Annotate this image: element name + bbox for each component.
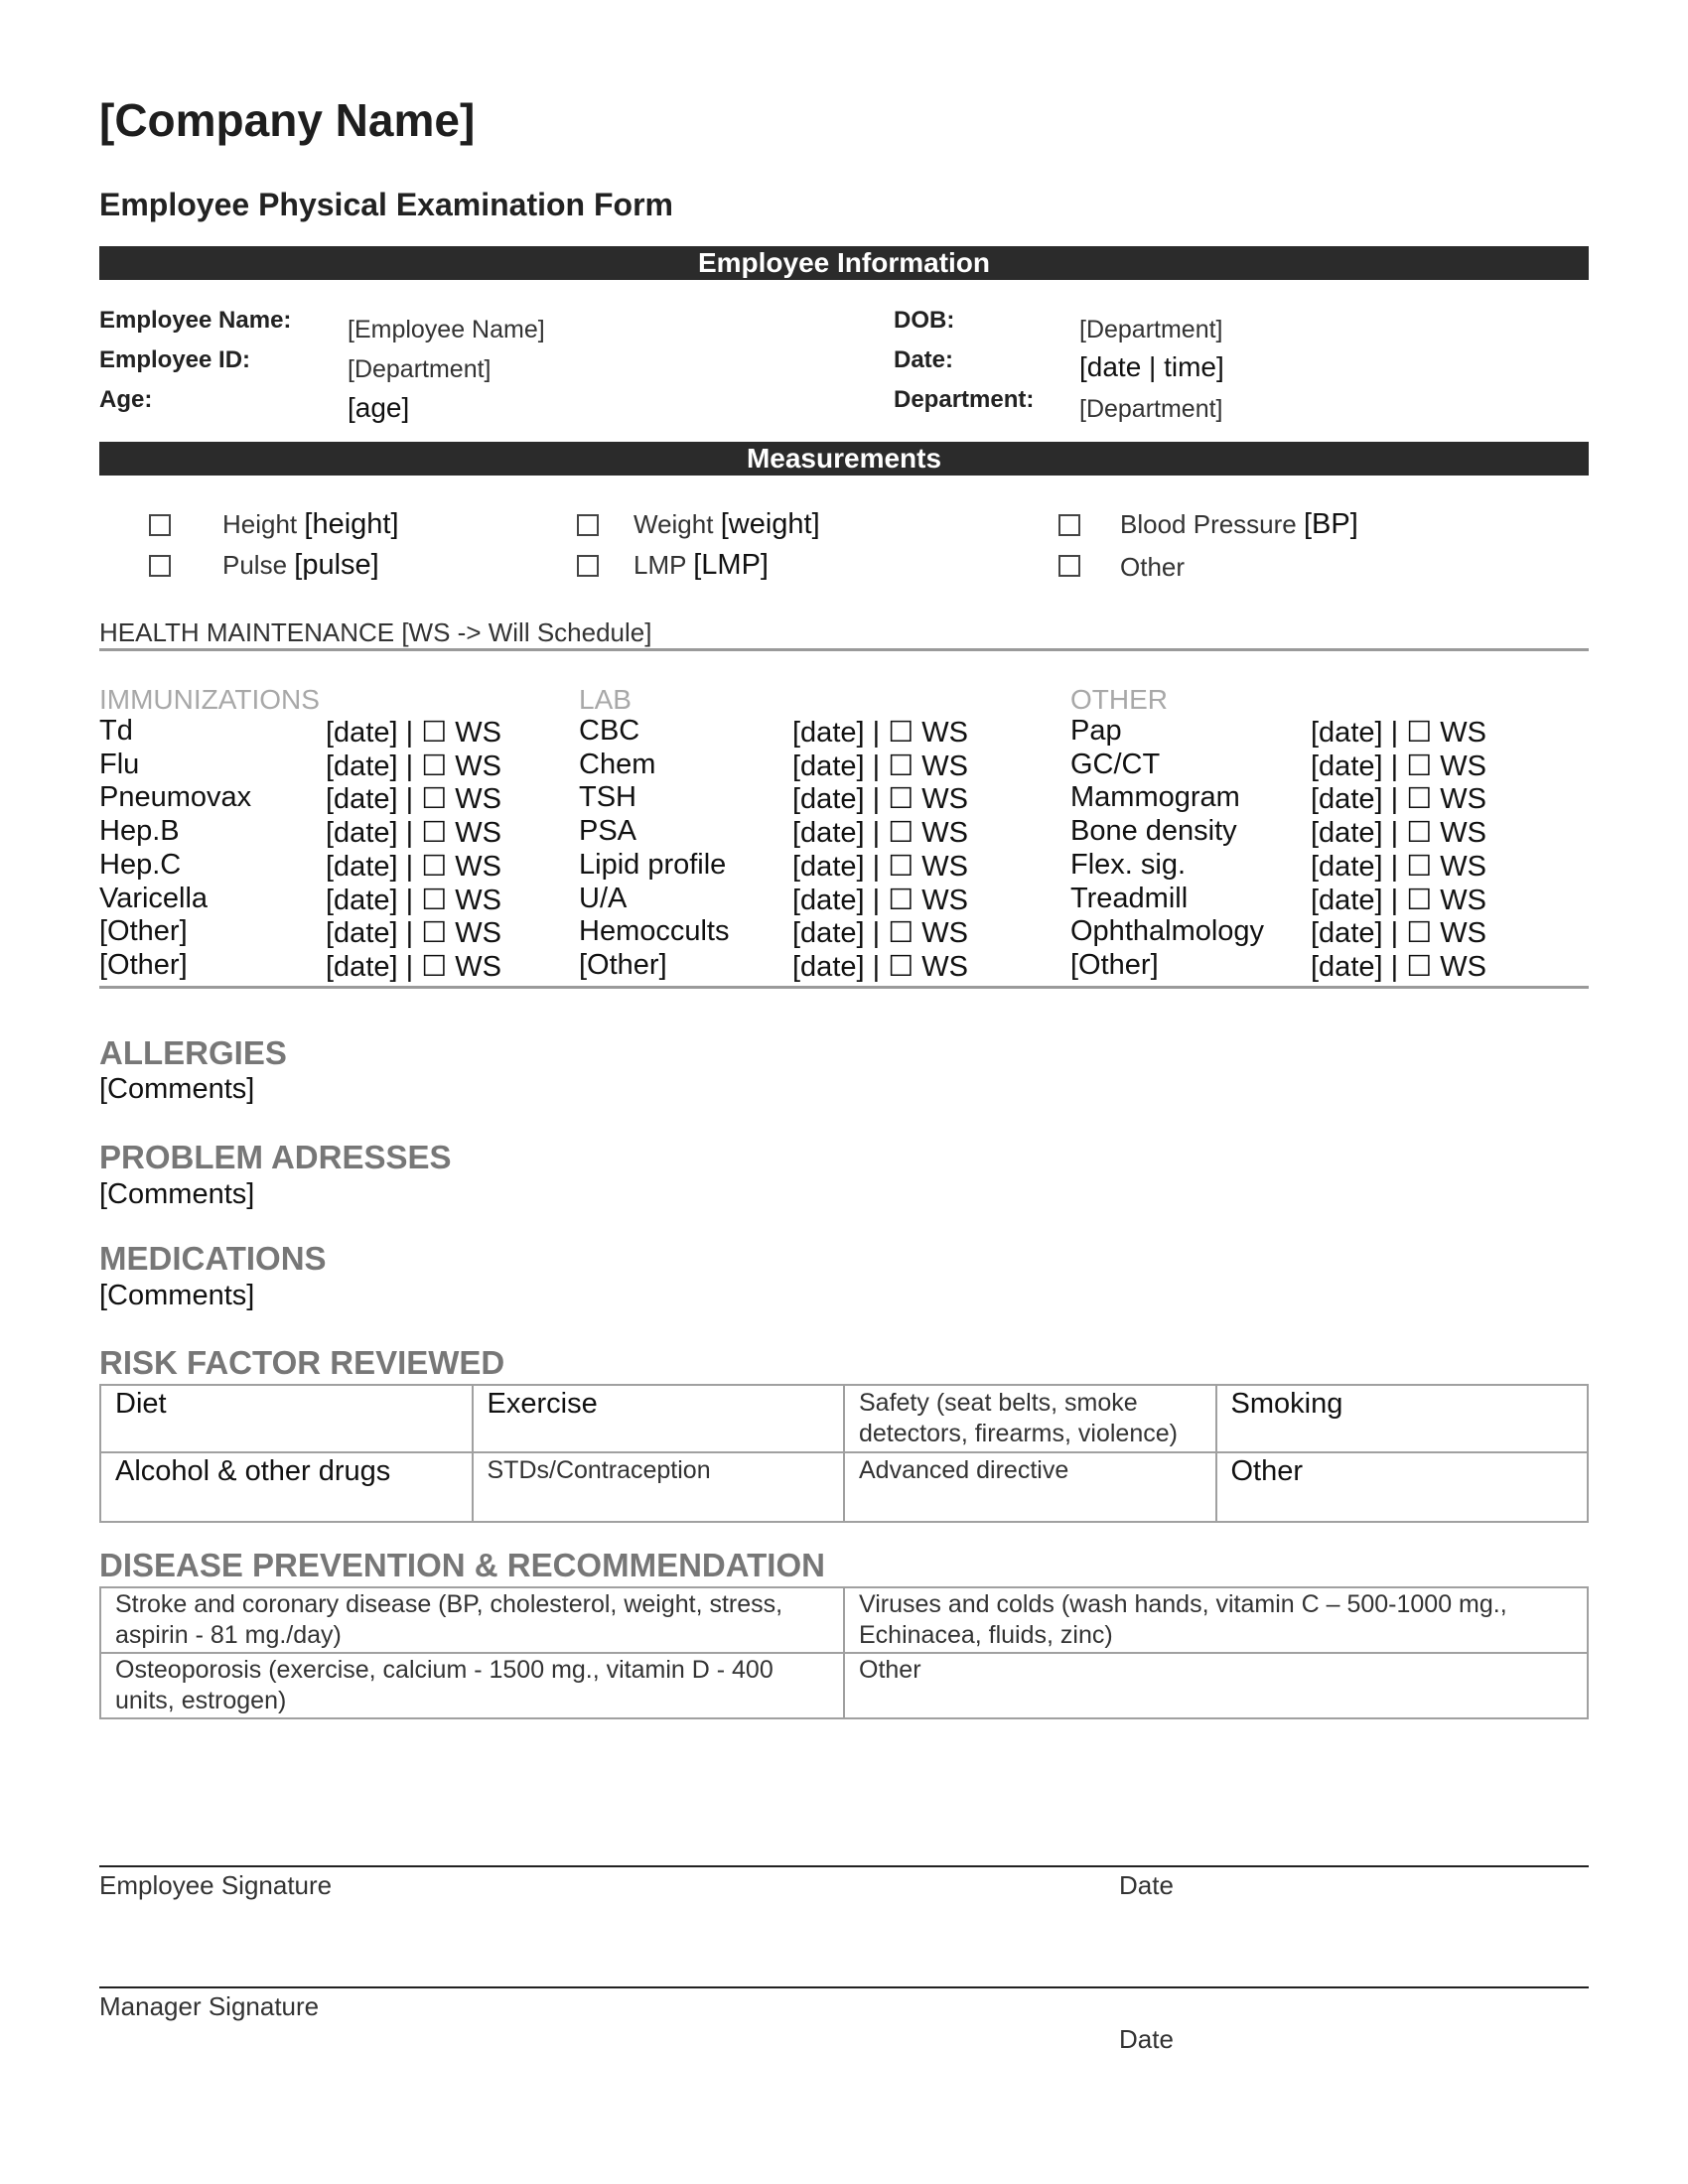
lmp-value[interactable]: [LMP]	[693, 549, 769, 581]
health-item-date-ws[interactable]: [date] | ☐ WS	[326, 850, 501, 883]
divider	[99, 648, 1589, 651]
other-measurement-field	[1120, 552, 1185, 583]
blood-pressure-checkbox[interactable]	[1058, 514, 1080, 536]
health-item-name: Ophthalmology	[1070, 915, 1265, 948]
health-item-name: CBC	[579, 715, 640, 747]
disease-prevention-table	[99, 1586, 1589, 1719]
health-item-name: Mammogram	[1070, 781, 1240, 814]
health-item-name: Hep.B	[99, 815, 180, 848]
lmp-checkbox[interactable]	[577, 555, 599, 577]
table-row	[100, 1452, 1588, 1522]
risk-factor-heading: RISK FACTOR REVIEWED	[99, 1344, 505, 1381]
risk-alcohol-cell[interactable]: Alcohol & other drugs	[100, 1452, 473, 1522]
table-row	[100, 1385, 1588, 1452]
pulse-label: Pulse	[222, 550, 288, 580]
pulse-value[interactable]: [pulse]	[294, 549, 379, 581]
health-item-name: [Other]	[99, 915, 188, 948]
health-item-name: U/A	[579, 882, 628, 914]
health-item-name: [Other]	[1070, 948, 1159, 981]
health-item-date-ws[interactable]: [date] | ☐ WS	[792, 884, 968, 916]
allergies-comments[interactable]: [Comments]	[99, 1073, 255, 1105]
employee-name-value[interactable]: [Employee Name]	[348, 316, 545, 343]
risk-smoking-cell[interactable]: Smoking	[1216, 1385, 1589, 1452]
viruses-recommendation-cell[interactable]: Viruses and colds (wash hands, vitamin C – 500-1000 mg., Echinacea, fluids, zinc)	[844, 1587, 1588, 1653]
department-value[interactable]: [Department]	[1079, 395, 1223, 423]
employee-signature-line[interactable]	[99, 1865, 1589, 1867]
blood-pressure-field	[1120, 508, 1358, 541]
health-item-date-ws[interactable]: [date] | ☐ WS	[792, 917, 968, 950]
health-item-date-ws[interactable]: [date] | ☐ WS	[326, 950, 501, 983]
disease-prevention-heading: DISEASE PREVENTION & RECOMMENDATION	[99, 1547, 825, 1583]
health-item-name: [Other]	[99, 948, 188, 981]
lmp-field	[633, 549, 769, 582]
employee-name-label: Employee Name:	[99, 307, 292, 334]
health-item-name: Treadmill	[1070, 882, 1189, 914]
risk-exercise-cell[interactable]: Exercise	[473, 1385, 845, 1452]
health-item-date-ws[interactable]: [date] | ☐ WS	[792, 950, 968, 983]
health-item-date-ws[interactable]: [date] | ☐ WS	[1311, 750, 1486, 782]
health-item-name: Td	[99, 715, 133, 747]
other-column-heading: OTHER	[1070, 684, 1168, 715]
height-value[interactable]: [height]	[304, 508, 399, 540]
health-item-date-ws[interactable]: [date] | ☐ WS	[1311, 917, 1486, 950]
weight-value[interactable]: [weight]	[720, 508, 820, 540]
table-row	[100, 1587, 1588, 1653]
health-item-date-ws[interactable]: [date] | ☐ WS	[792, 850, 968, 883]
health-item-date-ws[interactable]: [date] | ☐ WS	[326, 917, 501, 950]
manager-signature-line[interactable]	[99, 1986, 1589, 1988]
height-field	[222, 508, 399, 541]
risk-diet-cell[interactable]: Diet	[100, 1385, 473, 1452]
health-item-name: Chem	[579, 748, 656, 780]
blood-pressure-label: Blood Pressure	[1120, 509, 1297, 539]
employee-info-bar: Employee Information	[99, 246, 1589, 280]
health-item-name: Hemoccults	[579, 915, 730, 948]
health-item-name: Hep.C	[99, 848, 182, 881]
allergies-heading: ALLERGIES	[99, 1034, 287, 1071]
medications-comments[interactable]: [Comments]	[99, 1280, 255, 1311]
lab-column-heading: LAB	[579, 684, 632, 715]
risk-directive-cell[interactable]: Advanced directive	[844, 1452, 1216, 1522]
manager-signature-label: Manager Signature	[99, 1991, 320, 2021]
employee-date-label: Date	[1119, 1870, 1174, 1900]
weight-checkbox[interactable]	[577, 514, 599, 536]
health-item-date-ws[interactable]: [date] | ☐ WS	[792, 817, 968, 850]
dob-label: DOB:	[894, 307, 955, 334]
stroke-recommendation-cell[interactable]: Stroke and coronary disease (BP, cholesterol, weight, stress, aspirin - 81 mg./day)	[100, 1587, 844, 1653]
table-row	[100, 1653, 1588, 1718]
health-item-name: Bone density	[1070, 815, 1237, 848]
risk-other-cell[interactable]: Other	[1216, 1452, 1589, 1522]
risk-factor-table	[99, 1384, 1589, 1523]
weight-field	[633, 508, 820, 541]
measurements-bar: Measurements	[99, 442, 1589, 476]
pulse-checkbox[interactable]	[149, 555, 171, 577]
department-label: Department:	[894, 386, 1035, 413]
manager-date-label: Date	[1119, 2024, 1174, 2054]
age-value[interactable]: [age]	[348, 392, 410, 423]
problems-comments[interactable]: [Comments]	[99, 1178, 255, 1210]
date-label: Date:	[894, 346, 954, 373]
employee-id-value[interactable]: [Department]	[348, 355, 492, 383]
date-value[interactable]: [date | time]	[1079, 351, 1224, 382]
health-item-date-ws[interactable]: [date] | ☐ WS	[1311, 884, 1486, 916]
health-item-name: [Other]	[579, 948, 667, 981]
weight-label: Weight	[633, 509, 714, 539]
age-label: Age:	[99, 386, 153, 413]
health-item-name: Flex. sig.	[1070, 848, 1187, 881]
health-item-date-ws[interactable]: [date] | ☐ WS	[1311, 817, 1486, 850]
other-measurement-label: Other	[1120, 552, 1186, 582]
height-checkbox[interactable]	[149, 514, 171, 536]
lmp-label: LMP	[633, 550, 686, 580]
health-item-date-ws[interactable]: [date] | ☐ WS	[326, 750, 501, 782]
health-item-date-ws[interactable]: [date] | ☐ WS	[1311, 850, 1486, 883]
risk-stds-cell[interactable]: STDs/Contraception	[473, 1452, 845, 1522]
health-item-name: Pneumovax	[99, 781, 252, 814]
health-item-date-ws[interactable]: [date] | ☐ WS	[792, 717, 968, 749]
health-item-date-ws[interactable]: [date] | ☐ WS	[792, 783, 968, 816]
blood-pressure-value[interactable]: [BP]	[1304, 508, 1358, 540]
other-measurement-checkbox[interactable]	[1058, 555, 1080, 577]
health-item-name: Flu	[99, 748, 140, 780]
health-item-date-ws[interactable]: [date] | ☐ WS	[1311, 783, 1486, 816]
health-item-name: Varicella	[99, 882, 209, 914]
health-item-name: PSA	[579, 815, 637, 848]
other-recommendation-cell[interactable]: Other	[844, 1653, 1588, 1718]
health-item-date-ws[interactable]: [date] | ☐ WS	[1311, 950, 1486, 983]
immunizations-column-heading: IMMUNIZATIONS	[99, 684, 320, 715]
health-item-date-ws[interactable]: [date] | ☐ WS	[326, 783, 501, 816]
form-title: Employee Physical Examination Form	[99, 187, 673, 222]
health-item-date-ws[interactable]: [date] | ☐ WS	[326, 884, 501, 916]
medications-heading: MEDICATIONS	[99, 1240, 327, 1277]
health-item-date-ws[interactable]: [date] | ☐ WS	[326, 717, 501, 749]
health-item-name: GC/CT	[1070, 748, 1161, 780]
employee-id-label: Employee ID:	[99, 346, 251, 373]
problems-heading: PROBLEM ADRESSES	[99, 1139, 452, 1175]
company-name: [Company Name]	[99, 94, 476, 146]
health-item-name: TSH	[579, 781, 636, 814]
health-maintenance-title: HEALTH MAINTENANCE [WS -> Will Schedule]	[99, 617, 652, 647]
osteoporosis-recommendation-cell[interactable]: Osteoporosis (exercise, calcium - 1500 mg., vitamin D - 400 units, estrogen)	[100, 1653, 844, 1718]
employee-signature-label: Employee Signature	[99, 1870, 333, 1900]
dob-value[interactable]: [Department]	[1079, 316, 1223, 343]
health-item-date-ws[interactable]: [date] | ☐ WS	[792, 750, 968, 782]
health-item-date-ws[interactable]: [date] | ☐ WS	[1311, 717, 1486, 749]
pulse-field	[222, 549, 379, 582]
height-label: Height	[222, 509, 298, 539]
health-item-name: Lipid profile	[579, 848, 727, 881]
divider	[99, 986, 1589, 989]
health-item-date-ws[interactable]: [date] | ☐ WS	[326, 817, 501, 850]
risk-safety-cell[interactable]: Safety (seat belts, smoke detectors, firearms, violence)	[844, 1385, 1216, 1452]
health-item-name: Pap	[1070, 715, 1122, 747]
